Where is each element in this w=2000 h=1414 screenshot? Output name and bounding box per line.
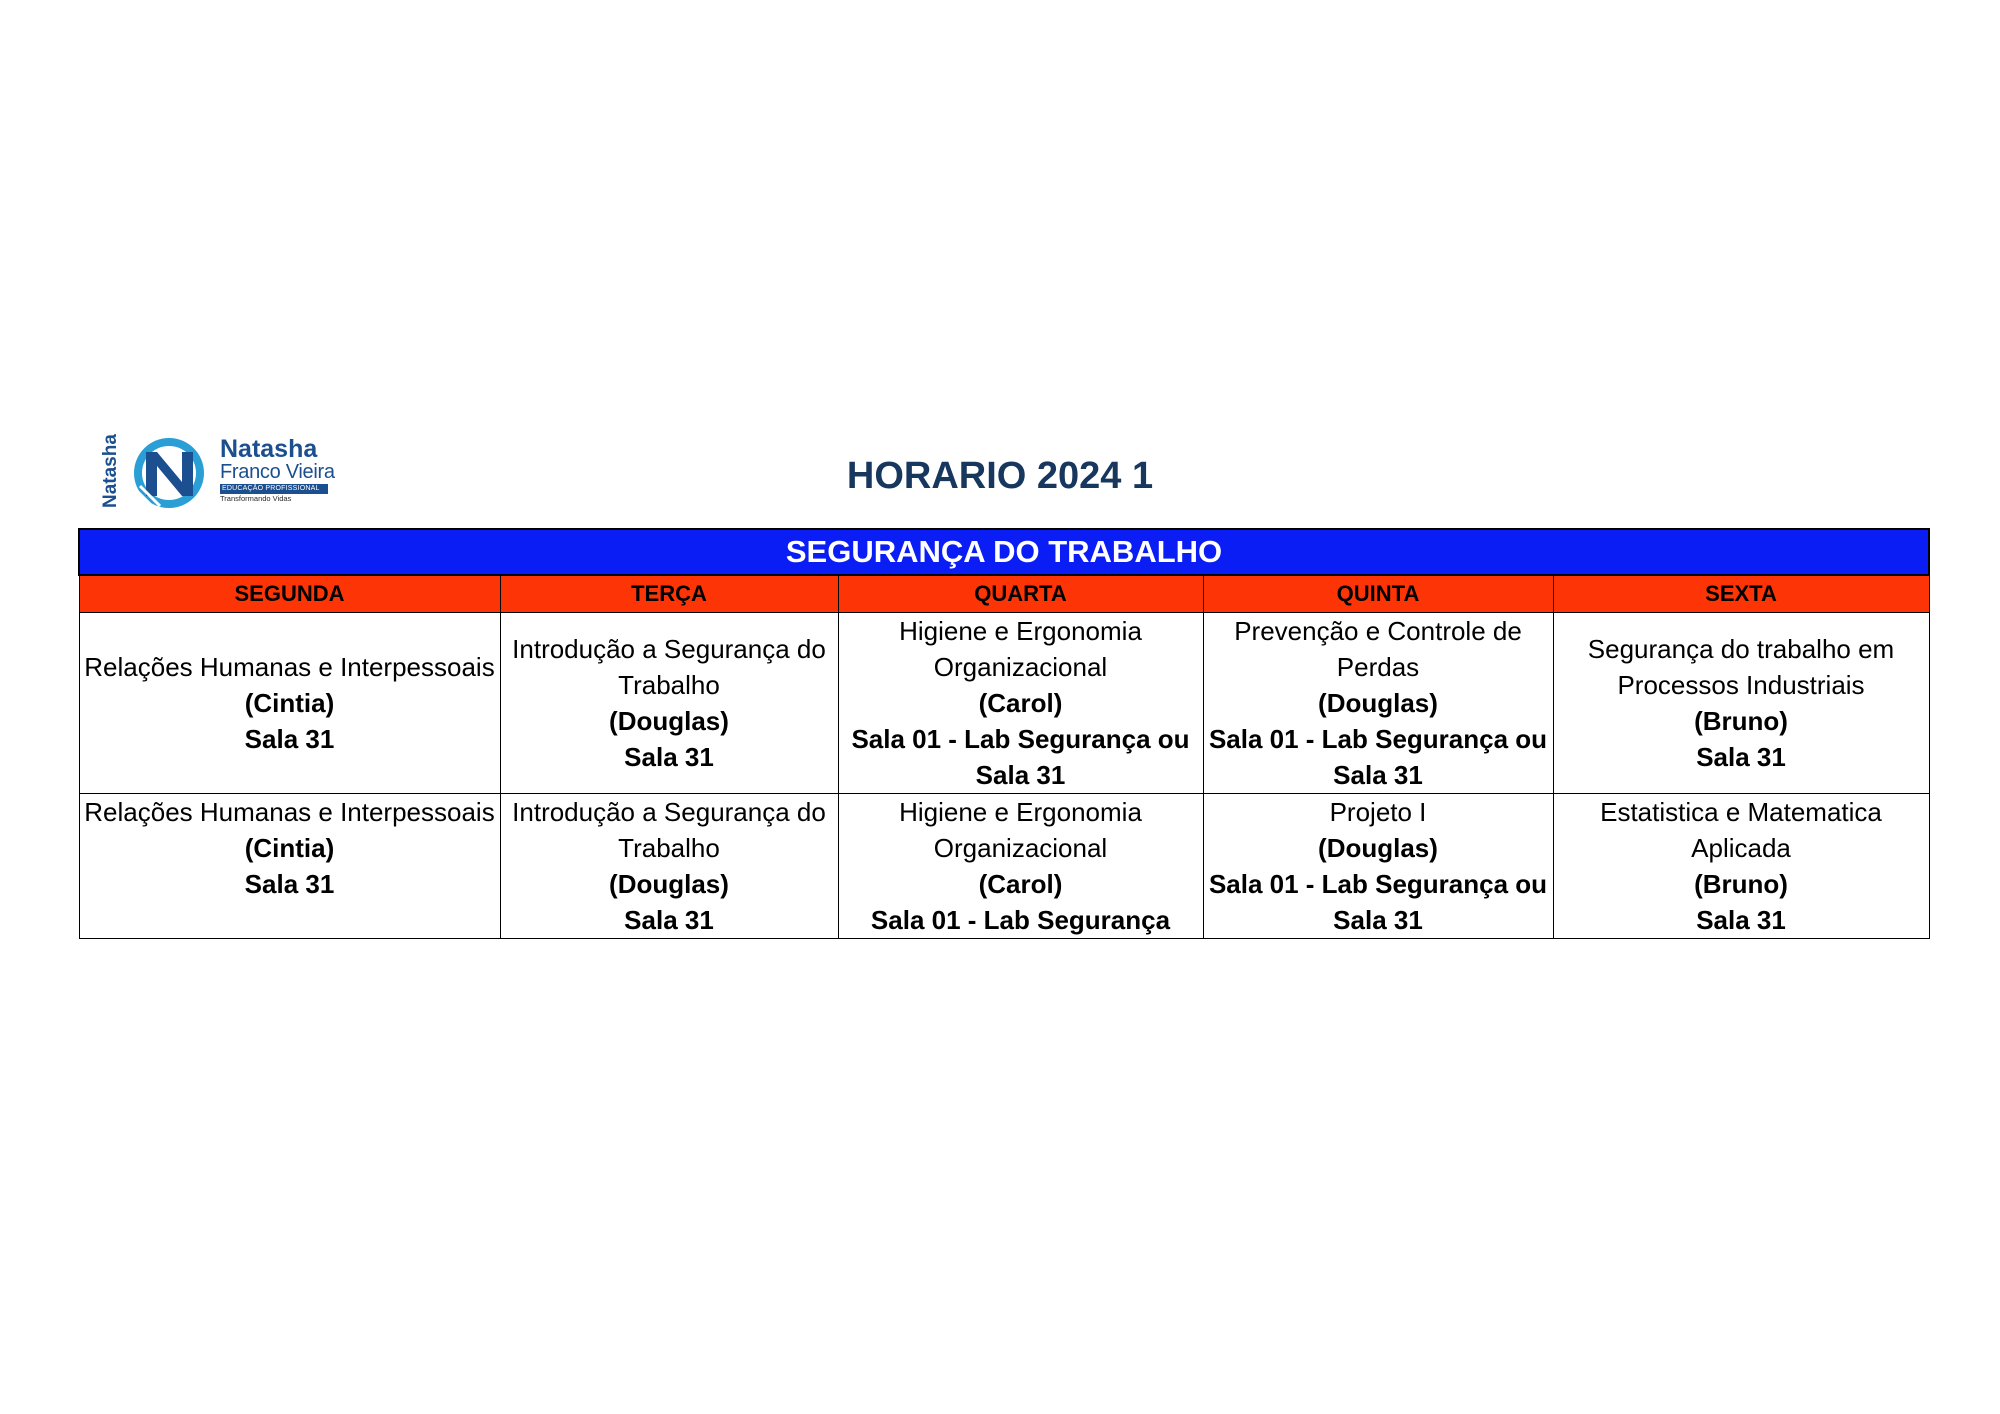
subject-name: Segurança do trabalho em Processos Industriais [1587,634,1895,700]
room-name: Sala 31 [1696,742,1786,772]
logo-vertical-text: Natasha [100,434,121,508]
teacher-name: (Cintia) [244,833,335,863]
room-name: Sala 31 [1696,905,1786,935]
room-name: Sala 01 - Lab Segurança ou Sala 31 [1208,869,1548,935]
class-cell [79,613,500,794]
day-header-quinta: QUINTA [1203,575,1553,613]
room-name: Sala 01 - Lab Segurança [870,905,1171,935]
teacher-name: (Cintia) [244,688,335,718]
room-name: Sala 01 - Lab Segurança ou Sala 31 [1208,724,1548,790]
teacher-name: (Carol) [978,688,1063,718]
class-cell [1203,794,1553,939]
table-row [79,613,1929,794]
subject-name: Relações Humanas e Interpessoais [84,797,495,827]
room-name: Sala 31 [244,724,335,754]
subject-name: Relações Humanas e Interpessoais [84,652,495,682]
teacher-name: (Douglas) [609,869,729,899]
days-header-row [79,575,1929,613]
room-name: Sala 31 [244,869,335,899]
schedule-table [78,528,1930,939]
subject-name: Prevenção e Controle de Perdas [1234,616,1522,682]
logo-band: EDUCAÇÃO PROFISSIONAL [220,484,328,494]
table-row [79,794,1929,939]
teacher-name: (Bruno) [1694,869,1788,899]
subject-name: Higiene e Ergonomia Organizacional [899,616,1142,682]
class-cell [1553,613,1929,794]
subject-name: Projeto I [1329,797,1427,827]
day-header-quarta: QUARTA [838,575,1203,613]
course-header-row [79,529,1929,575]
logo-name: Natasha [220,435,318,463]
teacher-name: (Douglas) [1318,688,1438,718]
room-name: Sala 31 [624,905,714,935]
page-title: HORARIO 2024 1 [846,455,1154,497]
course-title: SEGURANÇA DO TRABALHO [79,529,1929,575]
room-name: Sala 01 - Lab Segurança ou Sala 31 [851,724,1190,790]
subject-name: Introdução a Segurança do Trabalho [512,797,826,863]
class-cell [79,794,500,939]
class-cell [838,794,1203,939]
class-cell [500,613,838,794]
day-header-sexta: SEXTA [1553,575,1929,613]
logo-tagline: Transformando Vidas [220,494,292,503]
subject-name: Higiene e Ergonomia Organizacional [899,797,1142,863]
day-header-segunda: SEGUNDA [79,575,500,613]
logo-surname: Franco Vieira [220,461,335,483]
class-cell [500,794,838,939]
teacher-name: (Douglas) [1318,833,1438,863]
teacher-name: (Douglas) [609,706,729,736]
day-header-terca: TERÇA [500,575,838,613]
subject-name: Estatistica e Matematica Aplicada [1600,797,1882,863]
class-cell [838,613,1203,794]
room-name: Sala 31 [624,742,714,772]
class-cell [1553,794,1929,939]
teacher-name: (Carol) [978,869,1063,899]
subject-name: Introdução a Segurança do Trabalho [512,634,826,700]
teacher-name: (Bruno) [1694,706,1788,736]
class-cell [1203,613,1553,794]
